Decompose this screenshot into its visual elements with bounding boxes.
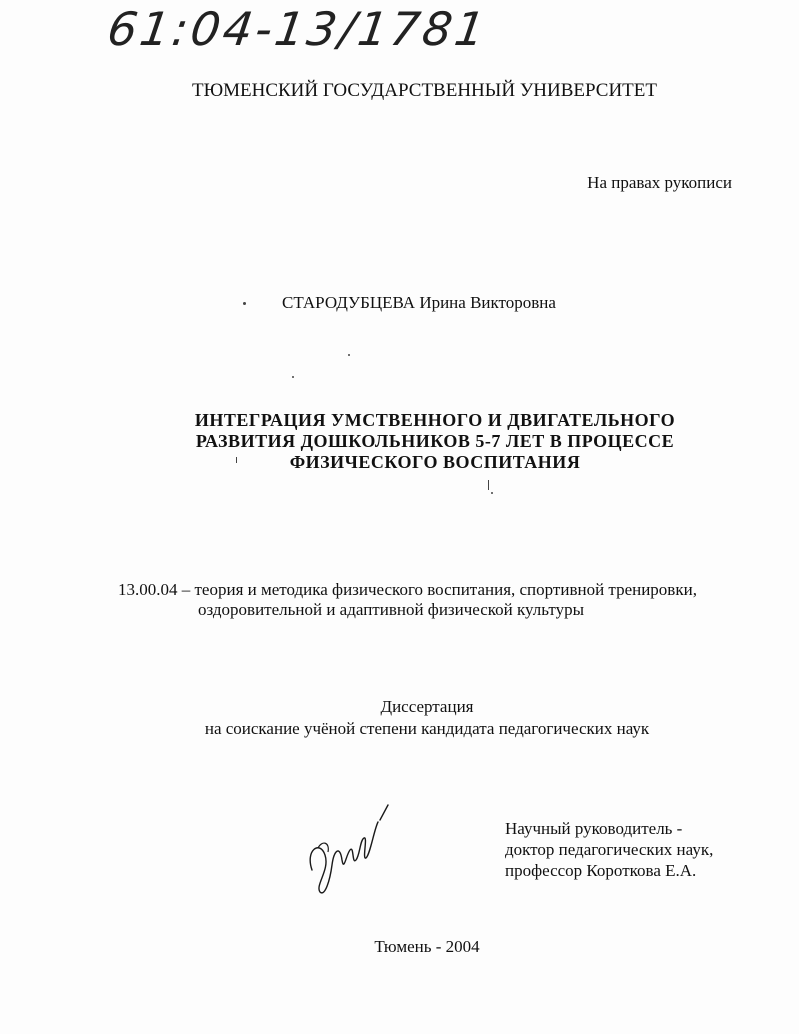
specialty-line-1: 13.00.04 – теория и методика физического воспитания, спортивной тренировки, (118, 580, 697, 599)
supervisor-line-2: доктор педагогических наук, (505, 840, 714, 859)
supervisor-line-1: Научный руководитель - (505, 819, 683, 838)
scan-speck (292, 376, 294, 378)
manuscript-note: На правах рукописи (587, 173, 732, 192)
dissertation-line-1: Диссертация (380, 697, 474, 716)
title-line: ИНТЕГРАЦИЯ УМСТВЕННОГО И ДВИГАТЕЛЬНОГО (194, 410, 676, 430)
scan-speck (236, 457, 237, 463)
scan-speck (488, 480, 489, 490)
author-name (282, 293, 556, 313)
signature-icon (300, 800, 400, 900)
scan-speck (243, 302, 246, 305)
title-line: РАЗВИТИЯ ДОШКОЛЬНИКОВ 5-7 ЛЕТ В ПРОЦЕССЕ (195, 431, 675, 451)
author-given-names: Ирина Викторовна (419, 293, 556, 312)
supervisor-line-3: профессор Короткова Е.А. (505, 861, 697, 880)
specialty-line-2: оздоровительной и адаптивной физической культуры (198, 600, 585, 619)
dissertation-title (150, 410, 720, 473)
scan-speck (491, 492, 493, 494)
title-line: ФИЗИЧЕСКОГО ВОСПИТАНИЯ (289, 452, 581, 472)
university-name: ТЮМЕНСКИЙ ГОСУДАРСТВЕННЫЙ УНИВЕРСИТЕТ (191, 80, 658, 101)
dissertation-line-2: на соискание учёной степени кандидата педагогических наук (204, 719, 650, 738)
dissertation-type (0, 696, 799, 740)
specialty-code (118, 580, 758, 620)
scan-speck (348, 354, 350, 356)
author-surname: СТАРОДУБЦЕВА (282, 293, 416, 312)
scientific-supervisor (505, 818, 713, 881)
handwritten-registry-number: 61:04-13/1781 (104, 2, 492, 56)
city-year: Тюмень - 2004 (374, 937, 480, 956)
